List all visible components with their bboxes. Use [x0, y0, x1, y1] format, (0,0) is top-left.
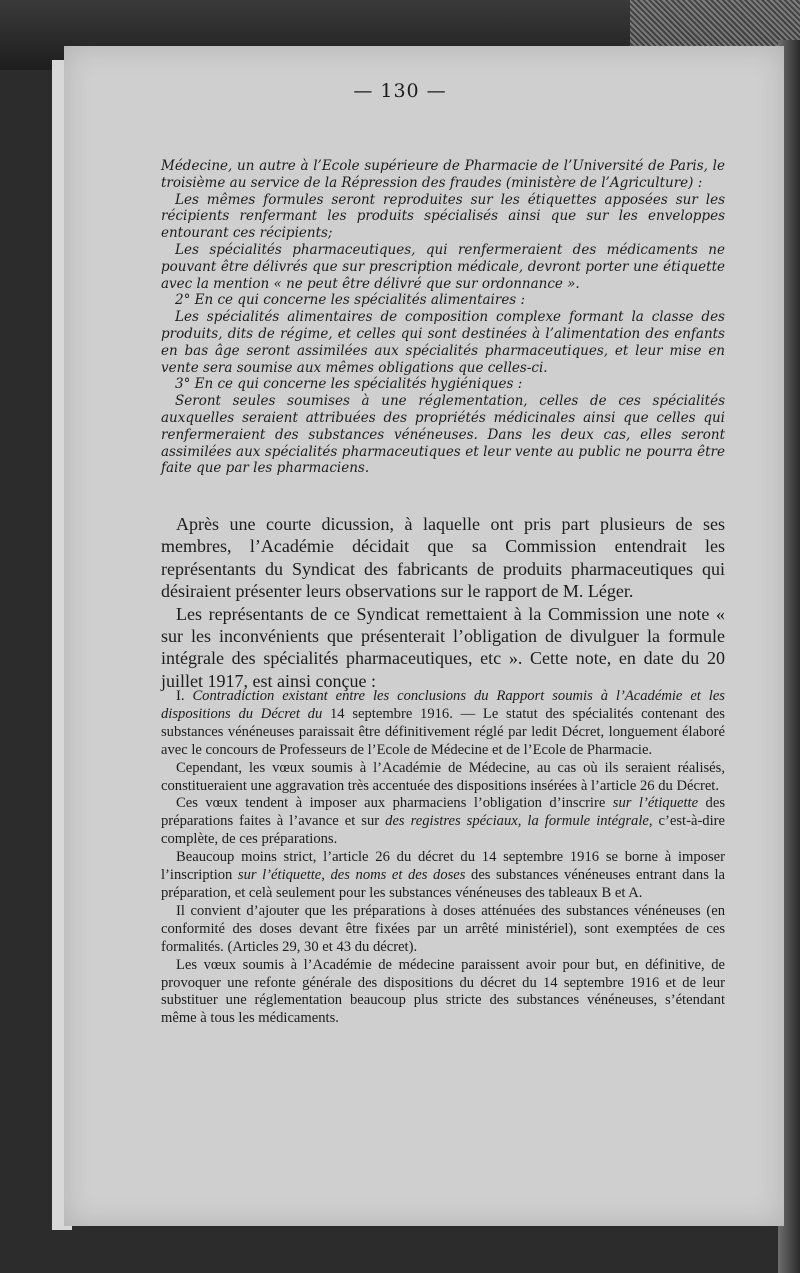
note-text: Ces vœux tendent à imposer aux pharmaciens l’obligation d’inscrire — [176, 795, 613, 812]
italic-paragraph: Les spécialités pharmaceutiques, qui renfermeraient des médicaments ne pouvant être délivrés que sur prescription médicale, devront porter une étiquette avec la mention « ne peut être délivré que sur ordonnance ». — [161, 241, 725, 292]
italic-paragraph: Médecine, un autre à l’Ecole supérieure de Pharmacie de l’Université de Paris, le troisième au service de la Répression des fraudes (ministère de l’Agriculture) : — [161, 158, 725, 191]
page-number: — 130 — — [353, 80, 447, 102]
body-paragraph: Les représentants de ce Syndicat remettaient à la Commission une note « sur les inconvénients que présenterait l’obligation de divulguer la formule intégrale des spécialités pharmaceutiques, etc ». Cette note, en date du 20 juillet 1917, est ainsi conçue : — [161, 603, 725, 691]
main-text-section — [161, 513, 725, 692]
note-paragraph — [161, 849, 725, 903]
italic-quoted-section — [161, 158, 725, 477]
note-paragraph — [161, 795, 725, 849]
note-paragraph: Cependant, les vœux soumis à l’Académie de Médecine, au cas où ils seraient réalisés, constitueraient une aggravation très accentuée des dispositions insérées à l’article 26 du Décret. — [161, 759, 725, 794]
italic-paragraph: Les spécialités alimentaires de composition complexe formant la classe des produits, dits de régime, et celles qui sont destinées à l’alimentation des enfants en bas âge seront assimilées aux spécialités pharmaceutiques, et leur mise en vente sera soumise aux mêmes obligations que celles-ci. — [161, 309, 725, 376]
italic-heading: 2° En ce qui concerne les spécialités alimentaires : — [175, 292, 526, 309]
note-emphasis: sur l’étiquette — [612, 795, 699, 812]
syndicate-note — [161, 688, 725, 1028]
note-text: 14 septembre 1916. — Le statut des spécialités contenant des substances vénéneuses paraissait être définitivement réglé par ledit Décret, longuement élaboré avec le concours de Professeurs de l’Ecole de Médecine et de l’Ecole de Pharmacie. — [161, 705, 725, 758]
note-text: c’est-à-dire complète, de ces préparations. — [161, 813, 725, 848]
note-heading: Contradiction existant entre les conclusions du Rapport soumis à l’Académie et les dispositions du Décret du — [161, 688, 725, 722]
note-text: des substances vénéneuses entrant dans la préparation, et celà seulement pour les substances vénéneuses des tableaux B et A. — [161, 867, 725, 901]
body-paragraph: Après une courte dicussion, à laquelle ont pris part plusieurs de ses membres, l’Académie décidait que sa Commission entendrait les représentants du Syndicat des fabricants de produits pharmaceutiques qui désiraient présenter leurs observations sur le rapport de M. Léger. — [161, 514, 725, 602]
italic-heading: 3° En ce qui concerne les spécialités hygiéniques : — [175, 376, 523, 393]
italic-paragraph: Seront seules soumises à une réglementation, celles de ces spécialités auxquelles seraient attribuées des propriétés médicinales ainsi que celles qui renfermeraient des substances vénéneuses. Dans les deux cas, elles seront assimilées aux spécialités pharmaceutiques et leur vente au public ne pourra être faite que par les pharmaciens. — [161, 393, 725, 477]
note-numeral: I. — [176, 688, 193, 704]
note-emphasis: sur l’étiquette, des noms et des doses — [237, 867, 466, 884]
note-paragraph — [161, 688, 725, 760]
note-text: des préparations faites à l’avance et sur — [161, 795, 725, 830]
note-paragraph: Il convient d’ajouter que les préparations à doses atténuées des substances vénéneuses (en conformité des doses devant être fixées par un arrêté ministériel), sont exemptées de ces formalités. (Articles 29, 30 et 43 du décret). — [161, 902, 725, 955]
note-emphasis: des registres spéciaux, la formule intégrale, — [385, 813, 653, 830]
note-text: Beaucoup moins strict, l’article 26 du décret du 14 septembre 1916 se borne à imposer l’inscription — [161, 849, 725, 884]
italic-paragraph: Les mêmes formules seront reproduites sur les étiquettes apposées sur les récipients renfermant les produits spécialisés ainsi que sur les enveloppes entourant ces récipients; — [161, 191, 725, 242]
note-paragraph: Les vœux soumis à l’Académie de médecine paraissent avoir pour but, en définitive, de provoquer une refonte générale des dispositions du décret du 14 septembre 1916 et de leur substituer une réglementation beaucoup plus stricte des substances vénéneuses, s’étendant même à tous les médicaments. — [161, 956, 725, 1027]
